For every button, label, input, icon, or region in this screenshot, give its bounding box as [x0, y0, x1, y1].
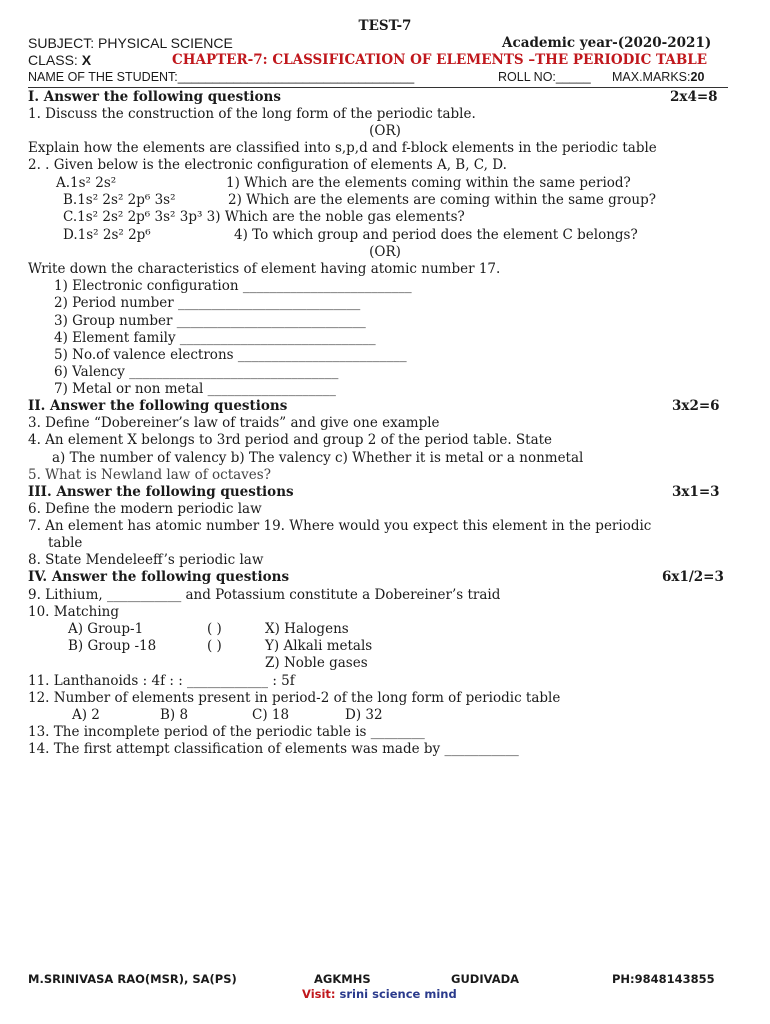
class-value: X — [81, 52, 92, 68]
characteristic-7: 7) Metal or non metal ___________________ — [54, 381, 336, 397]
match-right-z: Z) Noble gases — [265, 655, 368, 671]
header-divider — [28, 87, 728, 88]
class-label: CLASS: — [28, 52, 82, 68]
footer-author: M.SRINIVASA RAO(MSR), SA(PS) — [28, 972, 237, 986]
subject-label: SUBJECT: PHYSICAL SCIENCE — [28, 35, 233, 51]
section-4-title: IV. Answer the following questions — [28, 569, 290, 585]
question-5: 5. What is Newland law of octaves? — [28, 467, 271, 483]
characteristic-2: 2) Period number ___________________________ — [54, 295, 361, 311]
chapter-title: CHAPTER-7: CLASSIFICATION OF ELEMENTS –THE PERIODIC TABLE — [172, 52, 708, 68]
test-title: TEST-7 — [358, 18, 412, 34]
question-2: 2. . Given below is the electronic configuration of elements A, B, C, D. — [28, 157, 507, 173]
question-2-2: 2) Which are the elements are coming within the same group? — [228, 192, 656, 208]
question-7-cont: table — [48, 535, 83, 551]
footer-visit-value: srini science mind — [339, 987, 457, 1001]
question-8: 8. State Mendeleeff’s periodic law — [28, 552, 264, 568]
question-11: 11. Lanthanoids : 4f : : ____________ : 5f — [28, 673, 295, 689]
question-4-parts: a) The number of valency b) The valency c) Whether it is metal or a nonmetal — [52, 450, 584, 466]
footer-school: AGKMHS — [314, 972, 371, 986]
question-4: 4. An element X belongs to 3rd period and group 2 of the period table. State — [28, 432, 553, 448]
max-marks — [612, 69, 704, 86]
config-d: D.1s² 2s² 2p⁶ — [63, 227, 151, 243]
characteristic-5: 5) No.of valence electrons _________________________ — [54, 347, 407, 363]
or-divider-1: (OR) — [369, 123, 401, 139]
footer-place: GUDIVADA — [451, 972, 520, 986]
question-2-4: 4) To which group and period does the element C belongs? — [234, 227, 638, 243]
max-marks-label: MAX.MARKS: — [612, 70, 691, 84]
characteristic-4: 4) Element family _____________________________ — [54, 330, 376, 346]
question-1: 1. Discuss the construction of the long form of the periodic table. — [28, 106, 476, 122]
option-d: D) 32 — [345, 707, 383, 723]
footer-visit — [302, 986, 457, 1003]
match-blank-b: ( ) — [207, 638, 222, 654]
footer-visit-label: Visit: — [302, 987, 340, 1001]
question-14: 14. The first attempt classification of elements was made by ___________ — [28, 741, 519, 757]
question-7: 7. An element has atomic number 19. Where would you expect this element in the periodic — [28, 518, 652, 534]
option-c: C) 18 — [252, 707, 290, 723]
match-right-y: Y) Alkali metals — [265, 638, 373, 654]
student-name-field: NAME OF THE STUDENT:__________________________________ — [28, 70, 415, 84]
section-3-marks: 3x1=3 — [672, 484, 720, 500]
question-2-1: 1) Which are the elements coming within the same period? — [226, 175, 631, 191]
option-a: A) 2 — [72, 707, 100, 723]
section-2-title: II. Answer the following questions — [28, 398, 288, 414]
academic-year: Academic year-(2020-2021) — [502, 35, 712, 51]
question-6: 6. Define the modern periodic law — [28, 501, 262, 517]
config-a: A.1s² 2s² — [56, 175, 117, 191]
question-1-alt: Explain how the elements are classified into s,p,d and f-block elements in the periodic table — [28, 140, 657, 156]
max-marks-value: 20 — [690, 70, 705, 84]
match-left-b: B) Group -18 — [68, 638, 157, 654]
section-4-marks: 6x1/2=3 — [662, 569, 724, 585]
class-line — [28, 52, 91, 69]
question-10: 10. Matching — [28, 604, 119, 620]
match-left-a: A) Group-1 — [68, 621, 144, 637]
section-1-title: I. Answer the following questions — [28, 89, 281, 105]
section-2-marks: 3x2=6 — [672, 398, 720, 414]
config-b: B.1s² 2s² 2p⁶ 3s² — [63, 192, 176, 208]
roll-no-field: ROLL NO:_____ — [498, 70, 591, 84]
section-1-marks: 2x4=8 — [670, 89, 718, 105]
option-b: B) 8 — [160, 707, 189, 723]
match-right-x: X) Halogens — [265, 621, 349, 637]
characteristic-6: 6) Valency _______________________________ — [54, 364, 339, 380]
question-12: 12. Number of elements present in period-2 of the long form of periodic table — [28, 690, 561, 706]
or-divider-2: (OR) — [369, 244, 401, 260]
question-3: 3. Define “Dobereiner’s law of traids” and give one example — [28, 415, 440, 431]
section-3-title: III. Answer the following questions — [28, 484, 294, 500]
question-2-alt: Write down the characteristics of element having atomic number 17. — [28, 261, 501, 277]
characteristic-3: 3) Group number ____________________________ — [54, 313, 366, 329]
match-blank-a: ( ) — [207, 621, 222, 637]
footer-phone: PH:9848143855 — [612, 972, 715, 986]
characteristic-1: 1) Electronic configuration _________________________ — [54, 278, 412, 294]
config-c-question-2-3: C.1s² 2s² 2p⁶ 3s² 3p³ 3) Which are the noble gas elements? — [63, 209, 465, 225]
question-9: 9. Lithium, ___________ and Potassium constitute a Dobereiner’s traid — [28, 587, 501, 603]
question-13: 13. The incomplete period of the periodic table is ________ — [28, 724, 425, 740]
